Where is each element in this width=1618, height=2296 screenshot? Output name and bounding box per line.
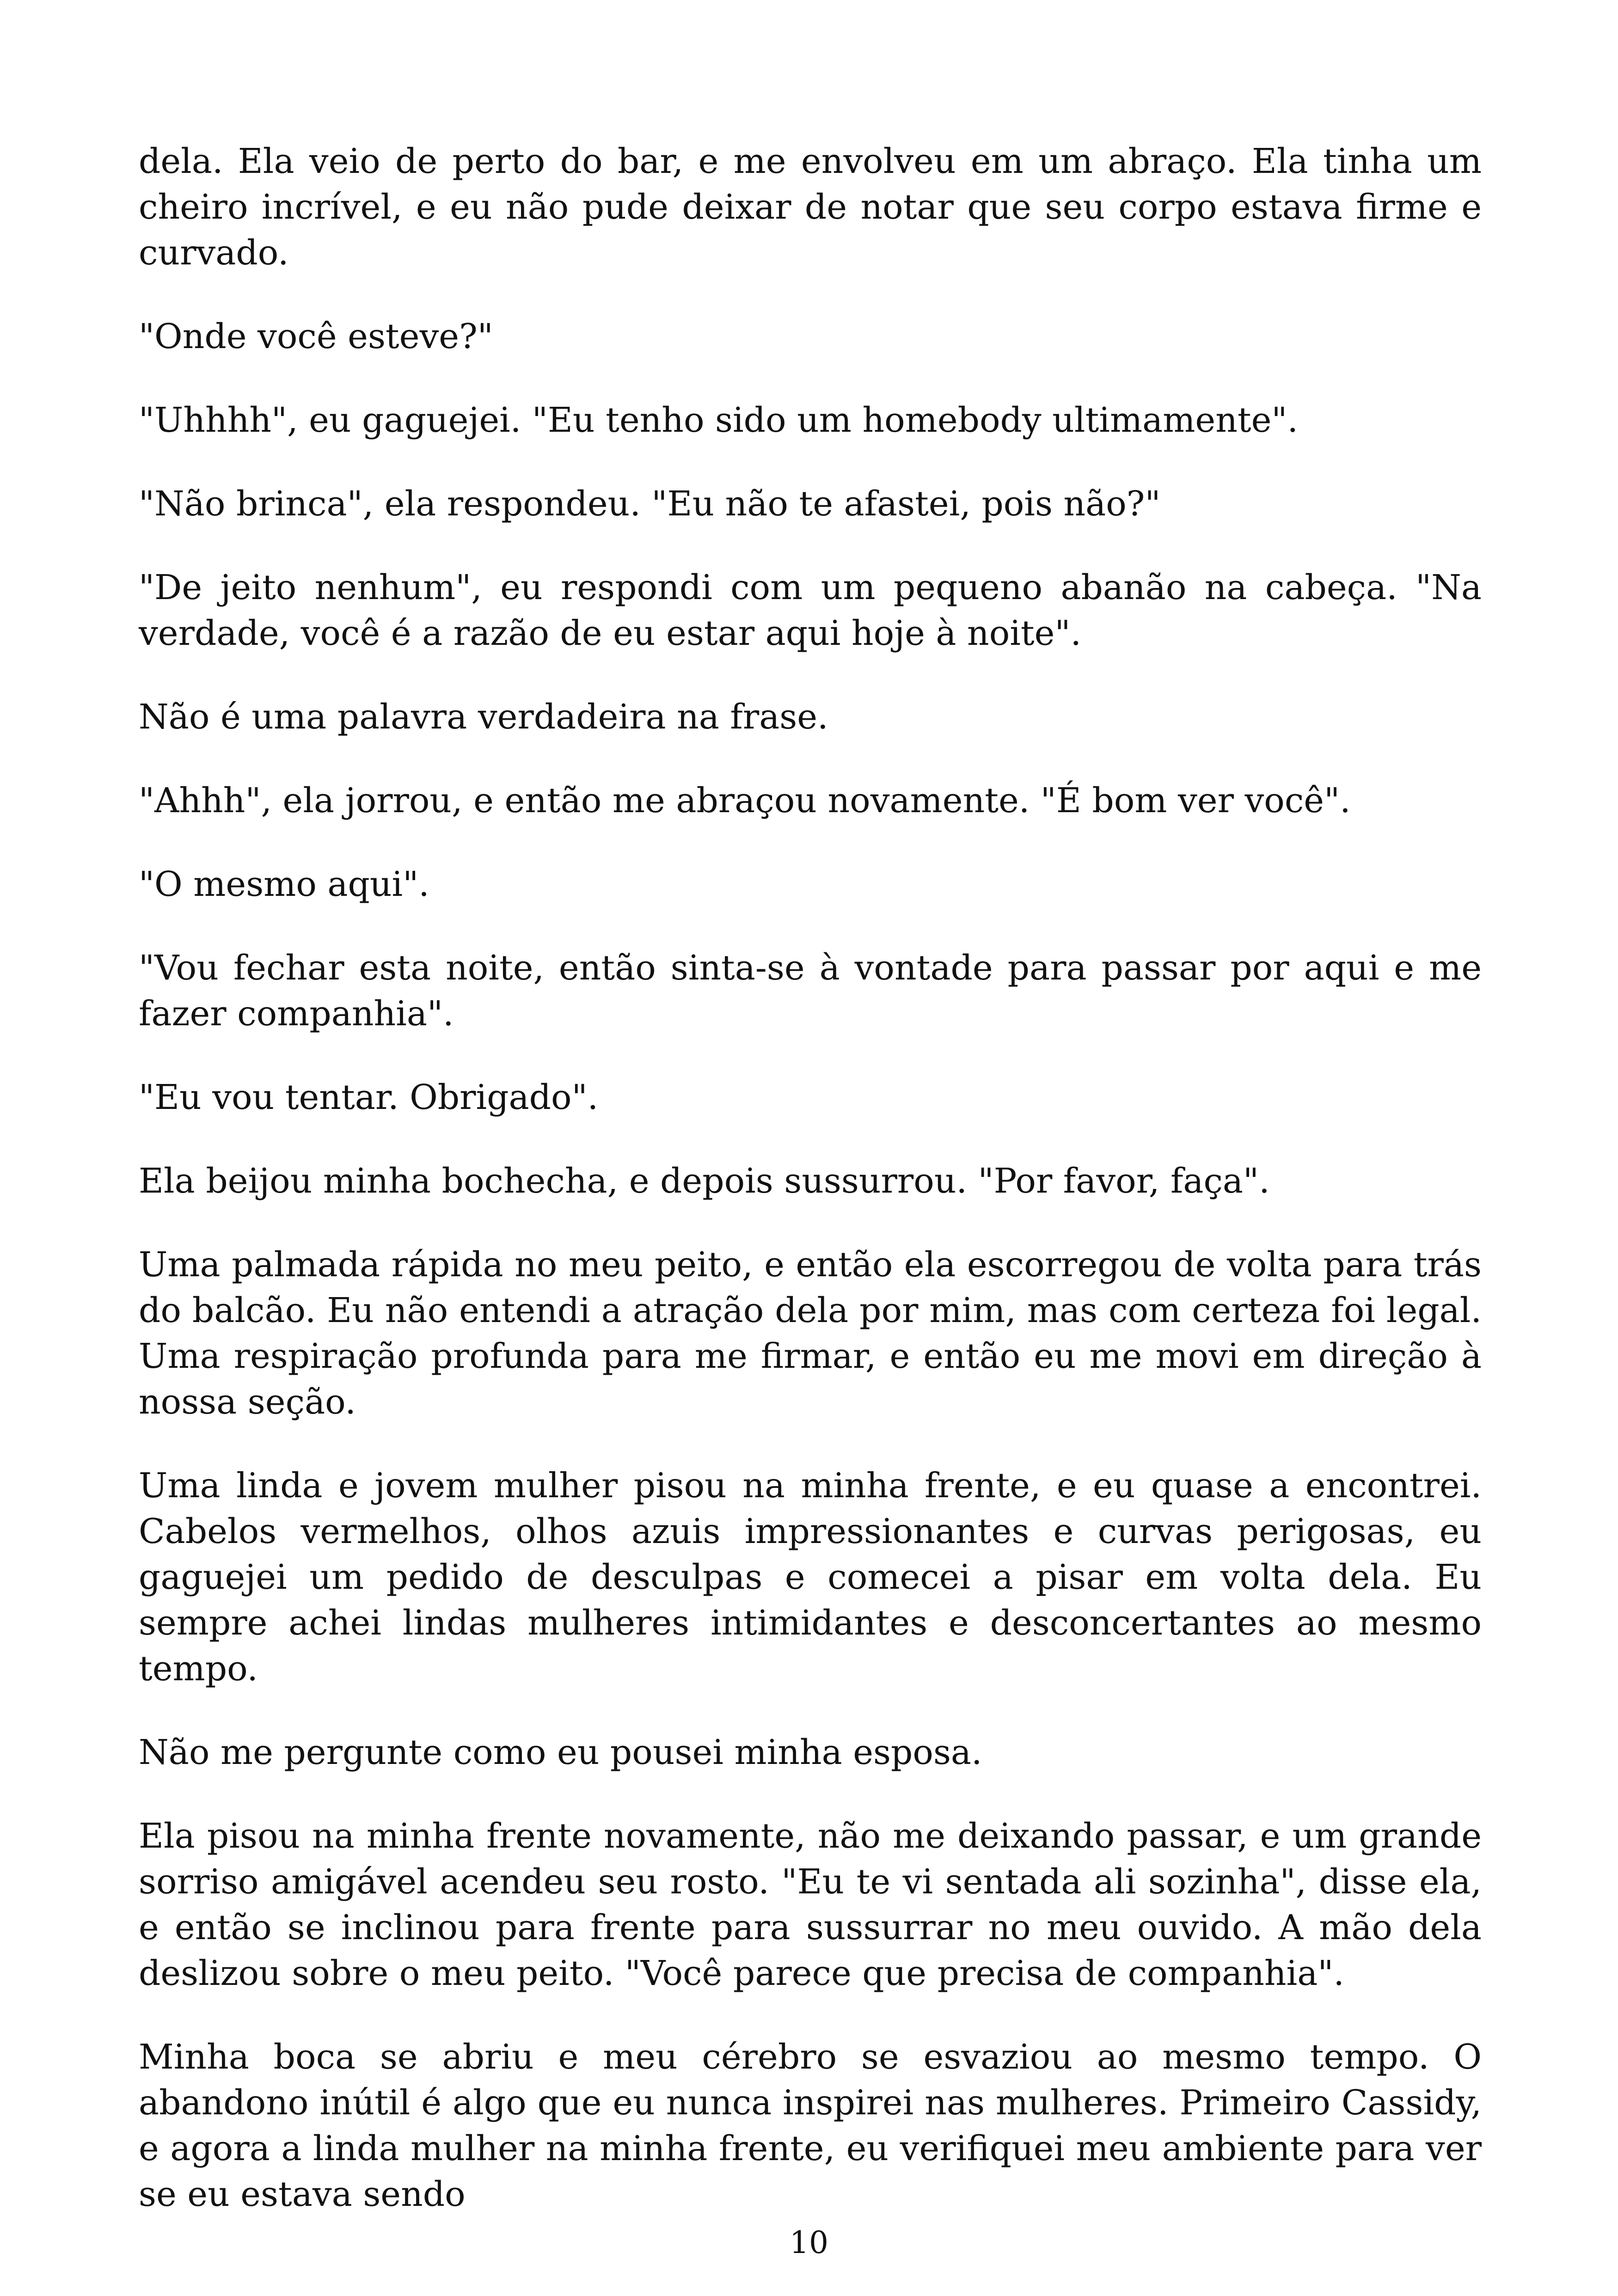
body-text [139, 139, 1482, 2255]
paragraph-5: "De jeito nenhum", eu respondi com um pequeno abanão na cabeça. "Na verdade, você é a razão de eu estar aqui hoje à noite". [139, 568, 1482, 653]
page-number: 10 [790, 2225, 828, 2260]
paragraph-7: "Ahhh", ela jorrou, e então me abraçou novamente. "É bom ver você". [139, 781, 1351, 820]
paragraph-6: Não é uma palavra verdadeira na frase. [139, 697, 828, 737]
paragraph-13: Uma linda e jovem mulher pisou na minha frente, e eu quase a encontrei. Cabelos vermelhos, olhos azuis impressionantes e curvas perigosas, eu gaguejei um pedido de desculpas e comecei a pisar em volta dela. Eu sempre achei lindas mulheres intimidantes e desconcertantes ao mesmo tempo. [139, 1466, 1482, 1689]
paragraph-12: Uma palmada rápida no meu peito, e então ela escorregou de volta para trás do balcão. Eu não entendi a atração dela por mim, mas com certeza foi legal. Uma respiração profunda para me firmar, e então eu me movi em direção à nossa seção. [139, 1245, 1482, 1422]
paragraph-2: "Onde você esteve?" [139, 317, 493, 356]
paragraph-11: Ela beijou minha bochecha, e depois sussurrou. "Por favor, faça". [139, 1161, 1270, 1201]
paragraph-4: "Não brinca", ela respondeu. "Eu não te afastei, pois não?" [139, 484, 1161, 524]
paragraph-3: "Uhhhh", eu gaguejei. "Eu tenho sido um homebody ultimamente". [139, 400, 1298, 440]
paragraph-14: Não me pergunte como eu pousei minha esposa. [139, 1733, 982, 1772]
paragraph-10: "Eu vou tentar. Obrigado". [139, 1078, 599, 1117]
paragraph-1: dela. Ela veio de perto do bar, e me envolveu em um abraço. Ela tinha um cheiro incrível, e eu não pude deixar de notar que seu corpo estava firme e curvado. [139, 141, 1482, 273]
paragraph-8: "O mesmo aqui". [139, 864, 429, 904]
paragraph-15: Ela pisou na minha frente novamente, não me deixando passar, e um grande sorriso amigável acendeu seu rosto. "Eu te vi sentada ali sozinha", disse ela, e então se inclinou para frente para sussurrar no meu ouvido. A mão dela deslizou sobre o meu peito. "Você parece que precisa de companhia". [139, 1816, 1482, 1993]
paragraph-9: "Vou fechar esta noite, então sinta-se à vontade para passar por aqui e me fazer companhia". [139, 948, 1482, 1034]
paragraph-16: Minha boca se abriu e meu cérebro se esvaziou ao mesmo tempo. O abandono inútil é algo que eu nunca inspirei nas mulheres. Primeiro Cassidy, e agora a linda mulher na minha frente, eu verifiquei meu ambiente para ver se eu estava sendo [139, 2037, 1482, 2214]
